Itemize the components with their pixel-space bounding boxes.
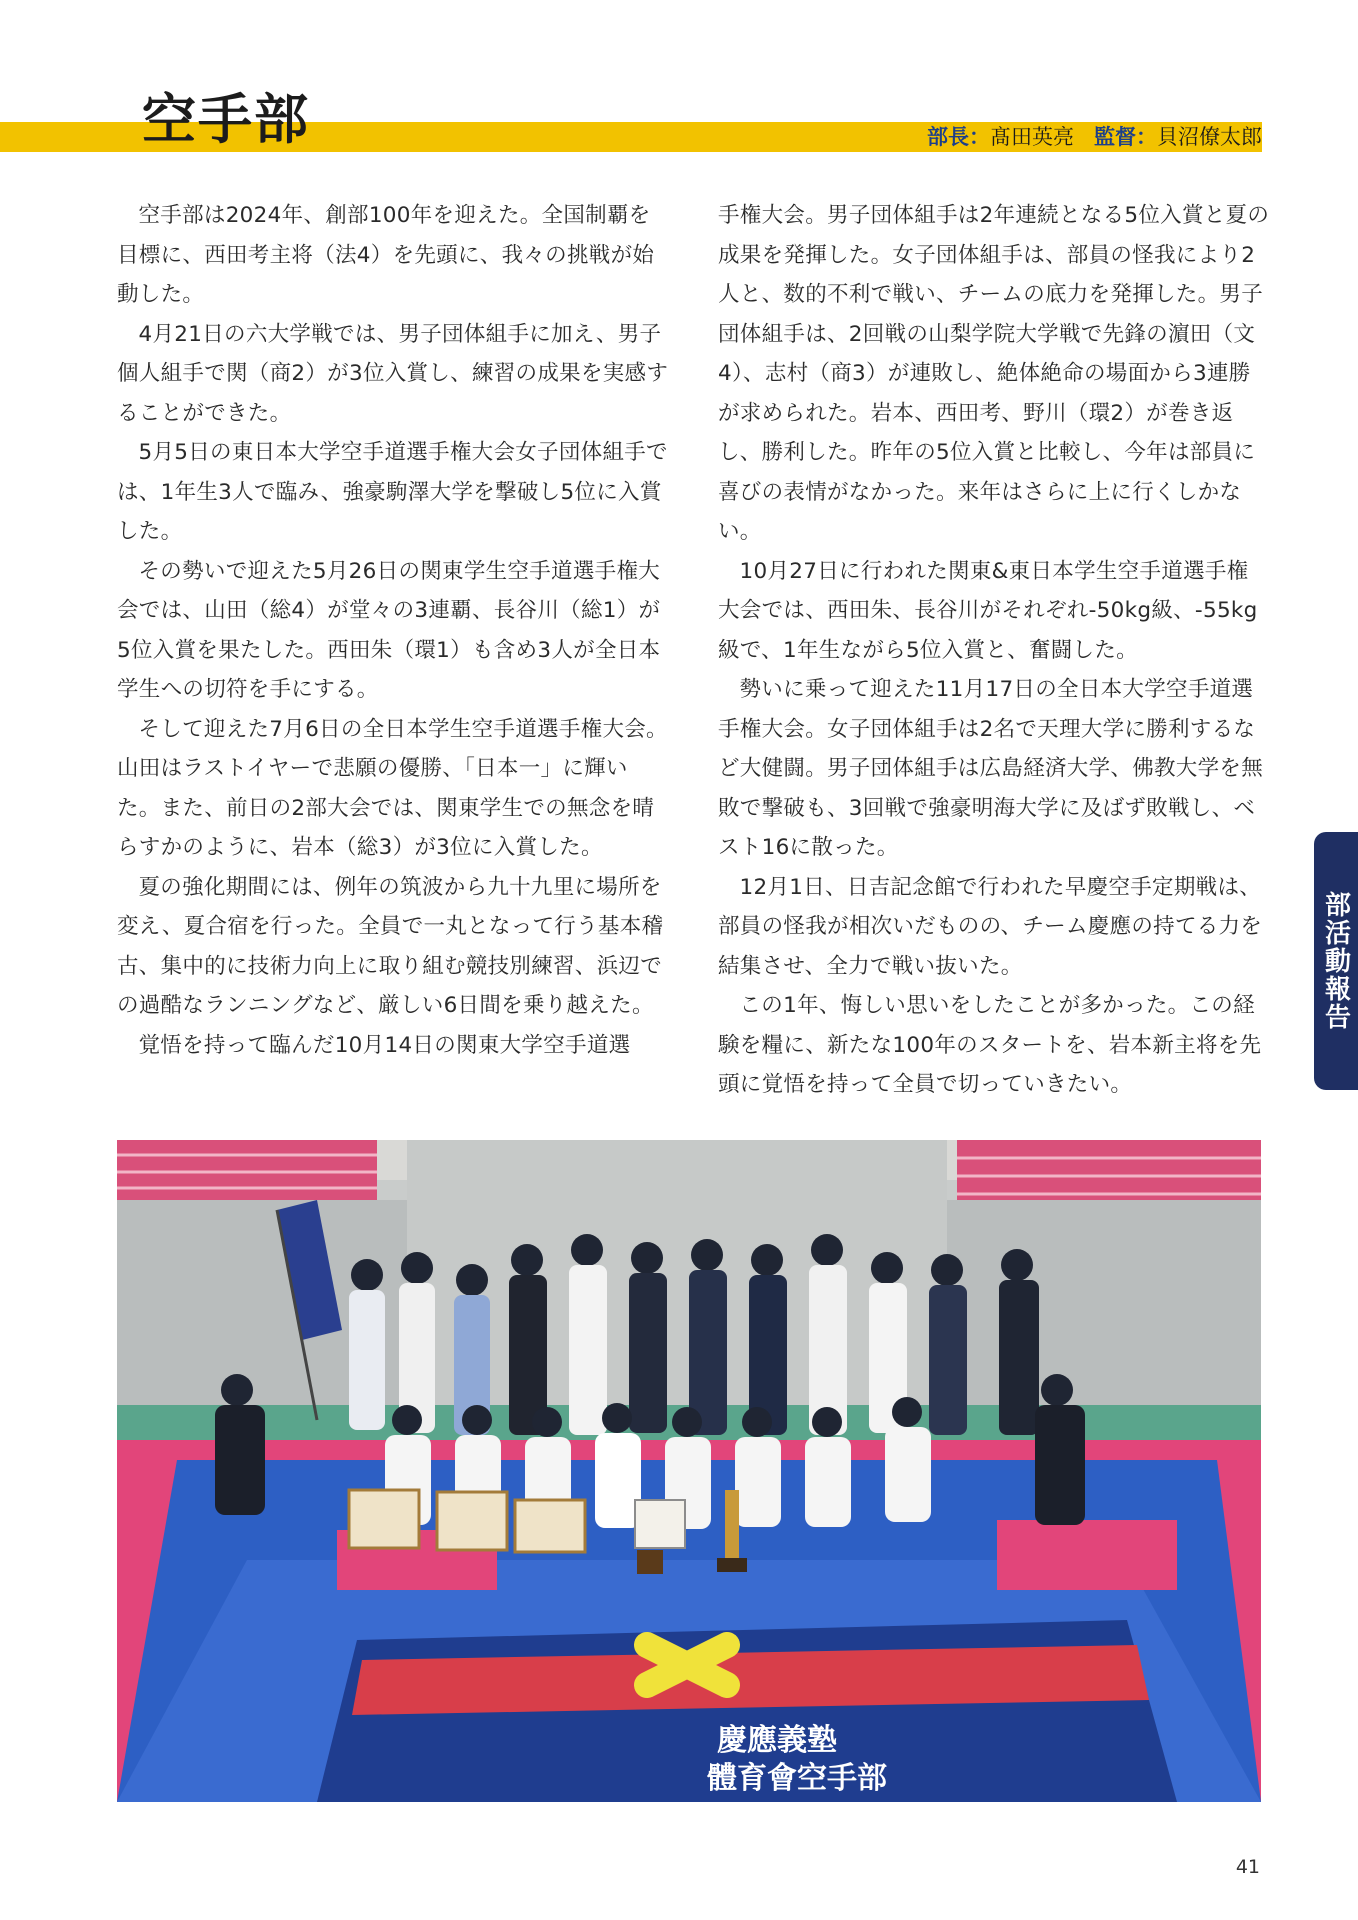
banner-text-line1: 慶應義塾 [717,1723,837,1758]
paragraph-continued: 手権大会。男子団体組手は2年連続となる5位入賞と夏の成果を発揮した。女子団体組手は、部員の怪我により2人と、数的不利で戦い、チームの底力を発揮した。男子団体組手は、2回戦の山梨学院大学戦で先鋒の濵田（文4）、志村（商3）が連敗し、絶体絶命の場面から3連勝が求められた。岩本、西田考、野川（環2）が巻き返し、勝利した。昨年の5位入賞と比較し、今年は部員に喜びの表情がなかった。来年はさらに上に行くしかない。 [718,203,1270,544]
team-photo [117,1140,1261,1802]
banner-text-line2: 體育會空手部 [707,1761,887,1796]
head-name: 髙田英亮 [990,125,1074,149]
article-right-column [718,196,1270,1105]
paragraph: 勢いに乗って迎えた11月17日の全日本大学空手道選手権大会。女子団体組手は2名で天理大学に勝利するなど大健闘。男子団体組手は広島経済大学、佛教大学を無敗で撃破も、3回戦で強豪明海大学に及ばず敗戦し、ベスト16に散った。 [718,677,1264,860]
paragraph: 空手部は2024年、創部100年を迎えた。全国制覇を目標に、西田考主将（法4）を先頭に、我々の挑戦が始動した。 [117,203,655,307]
paragraph: この1年、悔しい思いをしたことが多かった。この経験を糧に、新たな100年のスタートを、岩本新主将を先頭に覚悟を持って全員で切っていきたい。 [718,993,1262,1097]
article-left-column [117,196,669,1065]
paragraph: 12月1日、日吉記念館で行われた早慶空手定期戦は、部員の怪我が相次いだものの、チーム慶應の持てる力を結集させ、全力で戦い抜いた。 [718,874,1263,979]
page-number: 41 [1235,1856,1260,1878]
paragraph: 10月27日に行われた関東&東日本学生空手道選手権大会では、西田朱、長谷川がそれぞれ-50kg級、-55kg級で、1年生ながら5位入賞と、奮闘した。 [718,558,1258,663]
coach-role-label: 監督： [1094,125,1157,149]
coach-name: 貝沼僚太郎 [1157,125,1262,149]
paragraph: そして迎えた7月6日の全日本学生空手道選手権大会。山田はラストイヤーで悲願の優勝、「日本一」に輝いた。また、前日の2部大会では、関東学生での無念を晴らすかのように、岩本（総3）が3位に入賞した。 [117,716,668,860]
paragraph: 覚悟を持って臨んだ10月14日の関東大学空手道選 [138,1032,631,1058]
paragraph: 夏の強化期間には、例年の筑波から九十九里に場所を変え、夏合宿を行った。全員で一丸となって行う基本稽古、集中的に技術力向上に取り組む競技別練習、浜辺での過酷なランニングなど、厳しい6日間を乗り越えた。 [117,874,664,1018]
staff-credits [927,124,1262,150]
paragraph: 5月5日の東日本大学空手道選手権大会女子団体組手では、1年生3人で臨み、強豪駒澤大学を撃破し5位に入賞した。 [117,440,668,544]
head-role-label: 部長： [927,125,990,149]
paragraph: 4月21日の六大学戦では、男子団体組手に加え、男子個人組手で関（商2）が3位入賞し、練習の成果を実感することができた。 [117,321,669,426]
club-title: 空手部 [142,88,310,151]
paragraph: その勢いで迎えた5月26日の関東学生空手道選手権大会では、山田（総4）が堂々の3連覇、長谷川（総1）が5位入賞を果たした。西田朱（環1）も含め3人が全日本学生への切符を手にする。 [117,558,661,702]
section-tab: 部活動報告 [1314,832,1358,1090]
